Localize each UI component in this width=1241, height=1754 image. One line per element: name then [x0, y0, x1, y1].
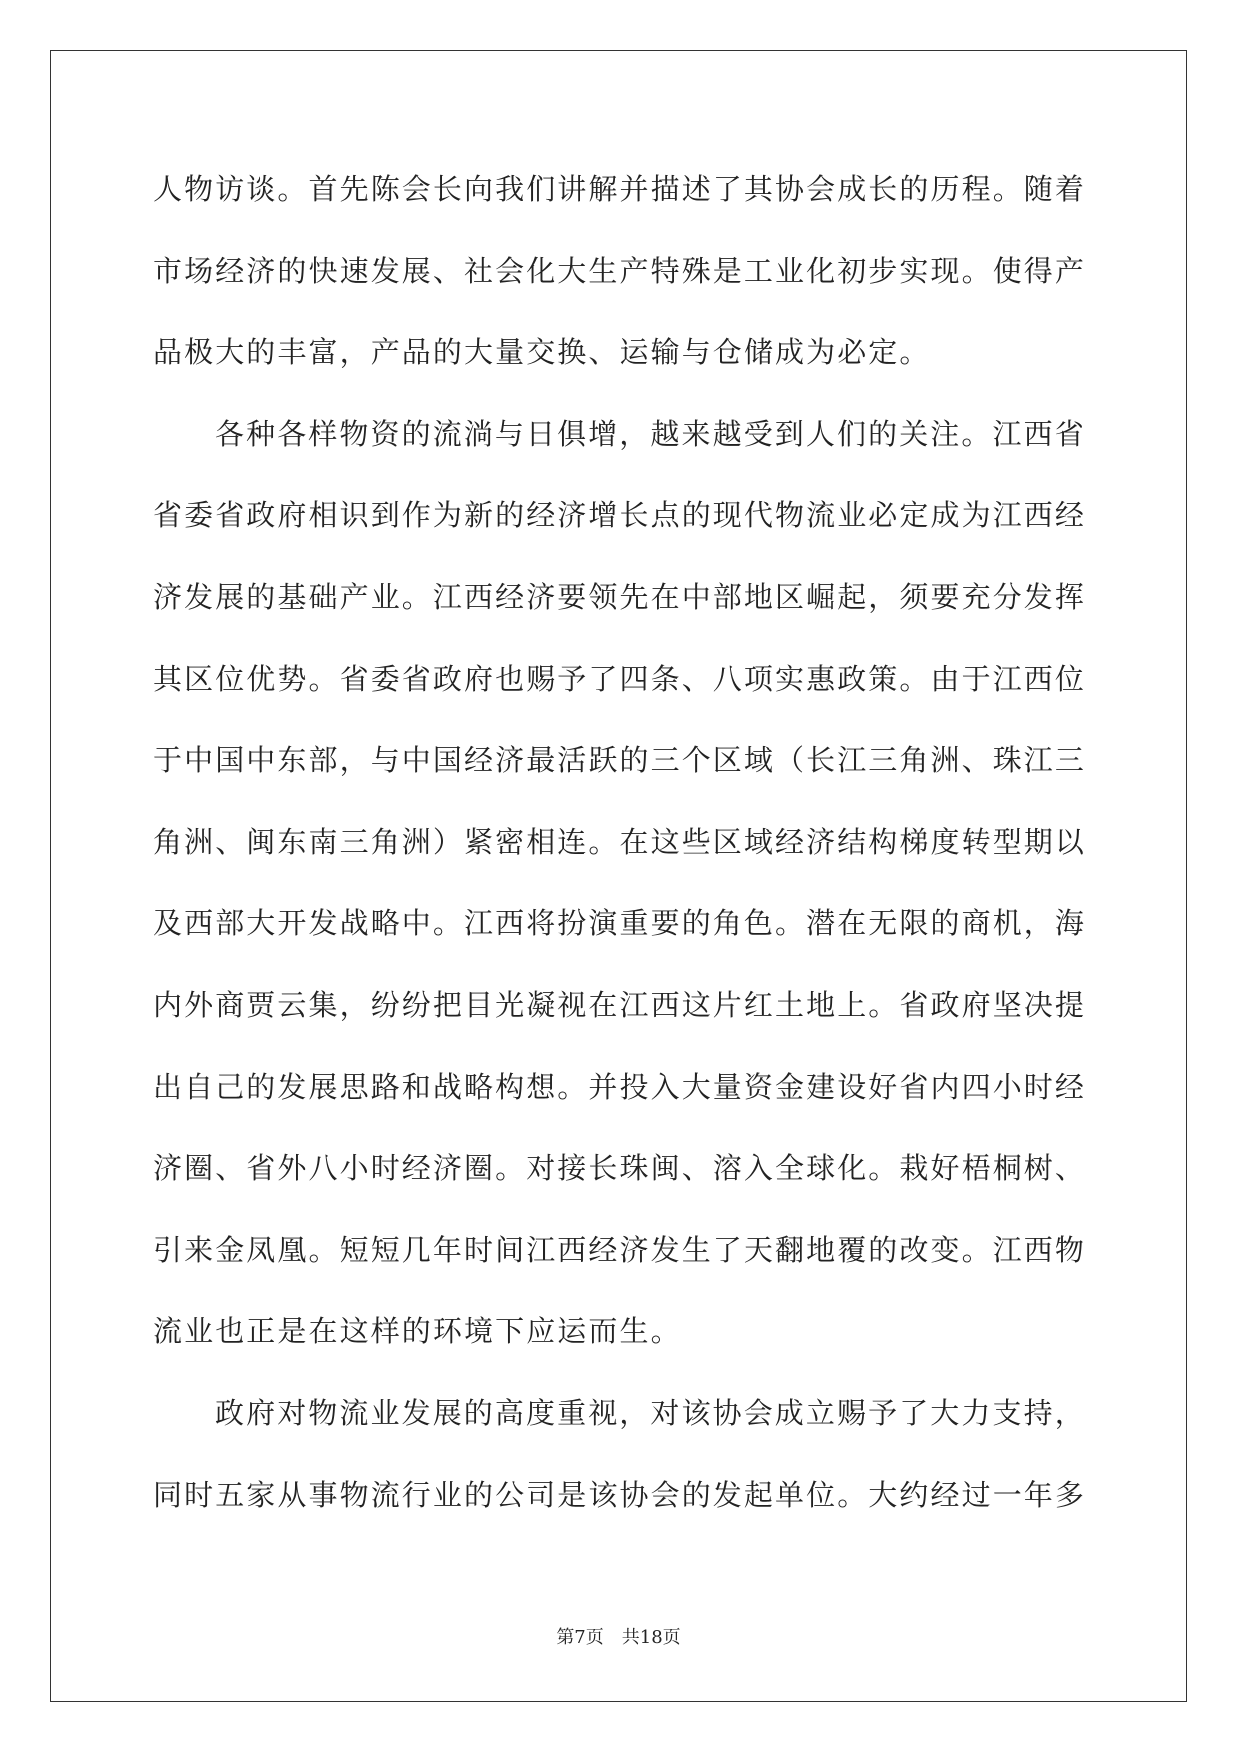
page-number: 第7页 [556, 1627, 604, 1648]
text-line: 济发展的基础产业。江西经济要领先在中部地区崛起，须要充分发挥 [153, 579, 1087, 614]
body-text [153, 149, 1093, 1536]
text-line: 市场经济的快速发展、社会化大生产特殊是工业化初步实现。使得产 [153, 253, 1087, 288]
text-line: 政府对物流业发展的高度重视，对该协会成立赐予了大力支持， [215, 1395, 1086, 1430]
text-line: 出自己的发展思路和战略构想。并投入大量资金建设好省内四小时经 [153, 1069, 1087, 1104]
text-line: 角洲、闽东南三角洲）紧密相连。在这些区域经济结构梯度转型期以 [153, 824, 1087, 859]
text-line: 引来金凤凰。短短几年时间江西经济发生了天翻地覆的改变。江西物 [153, 1232, 1087, 1267]
text-line: 济圈、省外八小时经济圈。对接长珠闽、溶入全球化。栽好梧桐树、 [153, 1151, 1087, 1186]
text-line: 各种各样物资的流淌与日俱增，越来越受到人们的关注。江西省 [215, 416, 1086, 451]
text-line: 同时五家从事物流行业的公司是该协会的发起单位。大约经过一年多 [153, 1477, 1087, 1512]
text-line: 人物访谈。首先陈会长向我们讲解并描述了其协会成长的历程。随着 [153, 172, 1087, 206]
text-line: 品极大的丰富，产品的大量交换、运输与仓储成为必定。 [153, 335, 931, 370]
page-total: 共18页 [621, 1627, 681, 1648]
text-line: 内外商贾云集，纷纷把目光凝视在江西这片红土地上。省政府坚决提 [153, 987, 1087, 1022]
page-footer [50, 1624, 1187, 1652]
paragraph [153, 1373, 1093, 1536]
text-line: 流业也正是在这样的环境下应运而生。 [153, 1314, 682, 1349]
text-line: 省委省政府相识到作为新的经济增长点的现代物流业必定成为江西经 [153, 498, 1087, 533]
text-line: 其区位优势。省委省政府也赐予了四条、八项实惠政策。由于江西位 [153, 661, 1087, 696]
text-line: 于中国中东部，与中国经济最活跃的三个区域（长江三角洲、珠江三 [153, 743, 1087, 778]
paragraph [153, 149, 1093, 394]
text-line: 及西部大开发战略中。江西将扮演重要的角色。潜在无限的商机，海 [153, 906, 1087, 941]
paragraph [153, 394, 1093, 1373]
